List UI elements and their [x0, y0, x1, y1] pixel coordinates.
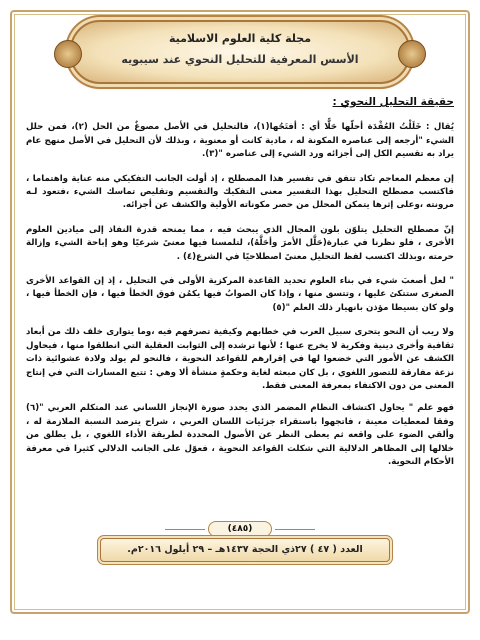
- paragraph-6: فهو علم " يحاول اكتشاف النظام المضمر الذي يحدد صورة الإنجاز اللساني عند المتكلم العربي "(٦) وفقا لمعطيات معينة ، فاتجهوا باستقراء جزئيات اللسان العربي ، شراح يترصد النسبة الملازمة له ، وألقي الضوء على واقعه ثم يعطى النظر عن الأصول المحددة لطريقة الأداء اللغوي ، بل يطلق من خلالها إلى المظاهر الدلالية التي شكلت القواعد النحوية ، فعوّل على الجانب الدلالي كثيرا في معرفة الأحكام النحوية.: [26, 403, 454, 467]
- article-title: الأسس المعرفية للتحليل النحوي عند سيبويه: [121, 53, 359, 66]
- section-heading: حقيقة التحليل النحوي :: [332, 96, 454, 108]
- paragraph-4: " لعل أصعبَ شيء في بناء العلوم تحديد القاعدة المركزية الأولى في التحليل ، إذ إن القواعد الأخرى الصغرى ستتكئ عليها ، وتتسق منها ، وإذا كان الصوابُ فيها يكمُن فوق الخطأ فيها ، فإن الخطأ فيها ، ولو كان بسيطا مؤذن بانهيار ذلك العلم "(٥): [26, 276, 454, 313]
- article-body: [26, 96, 454, 478]
- page-number: (٤٨٥): [208, 521, 272, 537]
- paragraph-1: يُقال : خَلَلْتُ العُقْدَة أحلّها حَلًّا أي : أفتَحُها(١)، فالتحليل في الأصل مصوغٌ من الحل (٢)، فمن حلل الشيء "أرجعه إلى عناصره المكونة له ، مادية كانت أو معنوية ، وبذلك لأن التحليل في الأصل منهج عام يراد به تقسيم الكل إلى أجزائه ورد الشيء إلى عناصره "(٣).: [26, 122, 455, 160]
- header-banner: [70, 20, 410, 84]
- issue-footer: العدد ( ٤٧ ) ٢٧ذي الحجة ١٤٣٧هـ – ٢٩ أيلول ٢٠١٦م.: [100, 538, 390, 562]
- journal-title: مجلة كلية العلوم الاسلامية: [168, 32, 312, 45]
- paragraph-3: إنّ مصطلح التحليل يتلوّن بلون المجال الذي يبحث فيه ، مما يمنحه قدرة النفاذ إلى ميادين العلوم الأخرى ، فلو نظرنا في عبارة(حَلَّل الأمرَ وأحَلَّهُ)، لتلمسنا فيها معنىً شرعيًا وهو إباحة الشيء وإزالة حرمته ،وبذلك اكتسب لفظ التحليل معنىً اصطلاحيًا في الشرع(٤) .: [26, 224, 454, 262]
- paragraph-2: إن معظم المعاجم تكاد تتفق في تفسير هذا المصطلح ، إذ أولت الجانب التفكيكي منه عناية واهتماما ، فاكتسب مصطلح التحليل بهذا التفسير معنى التفكيك والتقسيم وتقليص تماسك الشيء ،فتعود لـه مرونته ،وعلى إثرها يتمكن المحلل من حصر مكوناته الأولية والكشف عن أجزائه.: [26, 173, 454, 211]
- paragraph-5: ولا ريب أن النحو يتحرى سبيل العرب في خطابهم وكيفية تصرفهم فيه ،وما يتوارى خلف ذلك من أبعاد ثقافية وأخرى دينية وفكرية لا يخرج عنها ؛ لأنها ترشده إلى الثوابت العقلية التي انطلقوا منها ، فيحاول الكشف عن الأمور التي خضعوا لها في إقرارهم للقواعد النحوية ، فالنحو لم يولد ولادة عشوائية ذات نزعة مفارقة للتصور اللغوي ، بل كان مبعثه لغاية وحكمةٍ منشأة ألا وهي : تتبع المسارات التي في إنتاج المعنى من دون الاكتفاء بمعرفة المعنى فقط.: [26, 327, 454, 391]
